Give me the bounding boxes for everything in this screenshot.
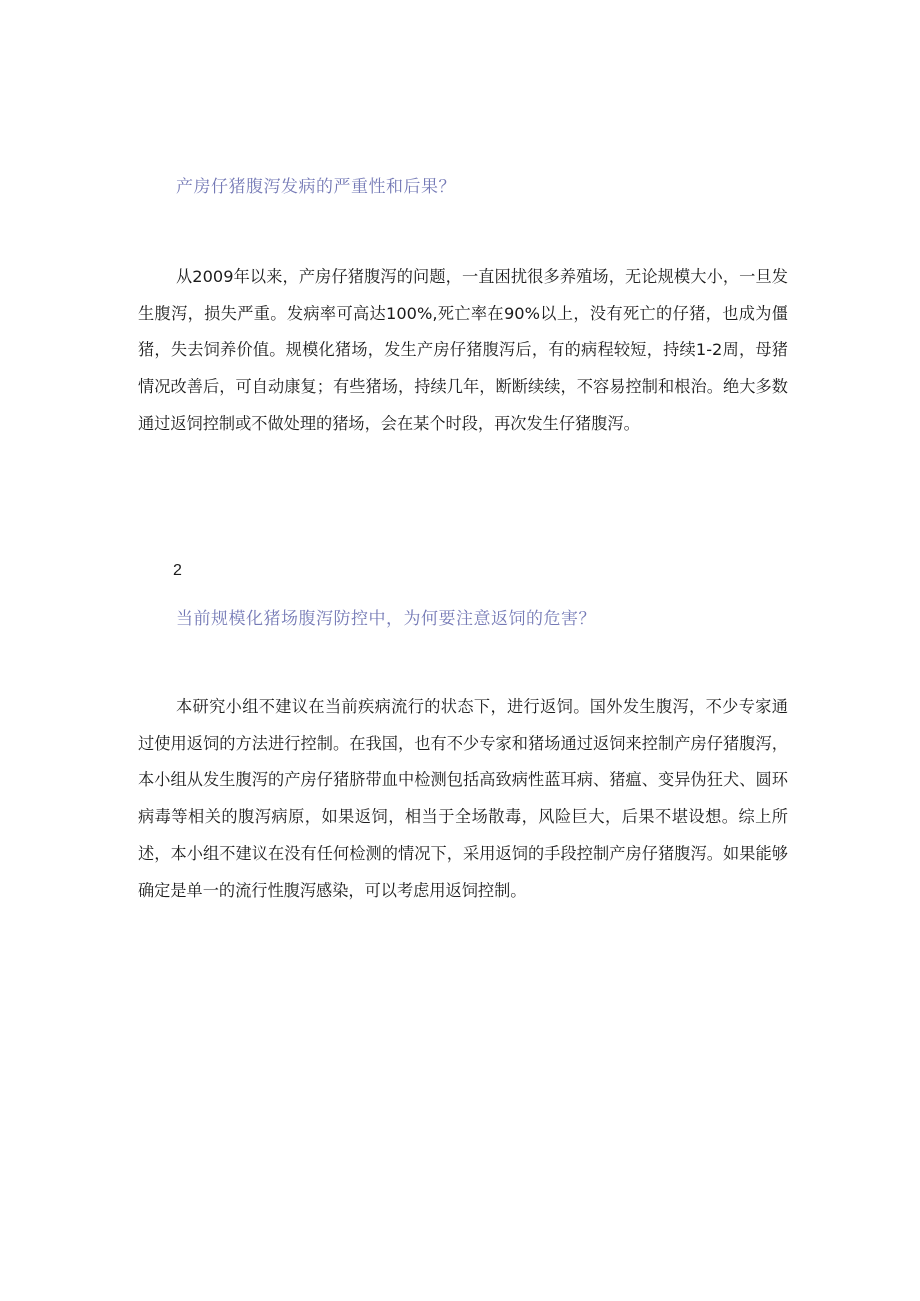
section-1-paragraph: 从2009年以来，产房仔猪腹泻的问题，一直困扰很多养殖场，无论规模大小，一旦发生腹泻，损失严重。发病率可高达100%,死亡率在90%以上，没有死亡的仔猪，也成为僵猪，失去饲养价值。规模化猪场，发生产房仔猪腹泻后，有的病程较短，持续1-2周，母猪情况改善后，可自动康复；有些猪场，持续几年，断断续续，不容易控制和根治。绝大多数通过返饲控制或不做处理的猪场，会在某个时段，再次发生仔猪腹泻。 [138, 267, 788, 433]
section-2-paragraph: 本研究小组不建议在当前疾病流行的状态下，进行返饲。国外发生腹泻，不少专家通过使用返饲的方法进行控制。在我国，也有不少专家和猪场通过返饲来控制产房仔猪腹泻，本小组从发生腹泻的产房仔猪脐带血中检测包括高致病性蓝耳病、猪瘟、变异伪狂犬、圆环病毒等相关的腹泻病原，如果返饲，相当于全场散毒，风险巨大，后果不堪设想。综上所述，本小组不建议在没有任何检测的情况下，采用返饲的手段控制产房仔猪腹泻。如果能够确定是单一的流行性腹泻感染，可以考虑用返饲控制。 [138, 697, 788, 900]
section-1-heading: 产房仔猪腹泻发病的严重性和后果？ [176, 177, 456, 197]
section-2-number: 2 [173, 562, 182, 579]
section-2-heading: 当前规模化猪场腹泻防控中，为何要注意返饲的危害？ [176, 609, 596, 629]
